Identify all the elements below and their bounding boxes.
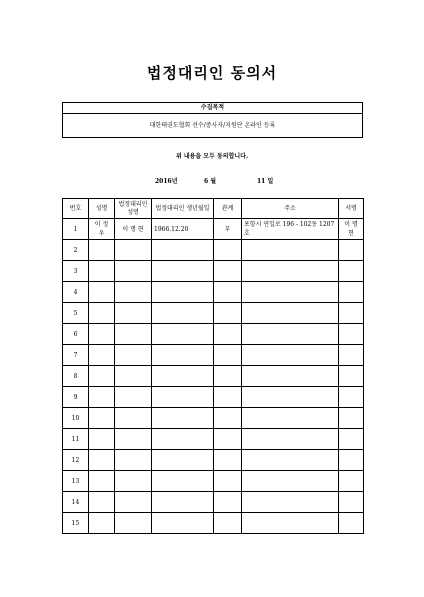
row-address (242, 261, 339, 282)
row-signature (339, 303, 364, 324)
row-guardian-birth (152, 492, 214, 513)
col-header-name: 성명 (89, 199, 115, 219)
row-number: 7 (63, 345, 89, 366)
row-signature (339, 429, 364, 450)
row-signature (339, 282, 364, 303)
row-number: 4 (63, 282, 89, 303)
row-address (242, 240, 339, 261)
table-row (63, 345, 364, 366)
row-name (89, 513, 115, 534)
row-name (89, 261, 115, 282)
purpose-text: 대한태권도협회 선수/중사자/지원단 온라인 등록 (149, 122, 276, 129)
row-guardian-name (115, 324, 152, 345)
row-guardian-name (115, 240, 152, 261)
row-guardian-name (115, 303, 152, 324)
row-guardian-birth (152, 471, 214, 492)
row-address (242, 429, 339, 450)
row-address (242, 303, 339, 324)
row-relation (214, 513, 242, 534)
row-name (89, 450, 115, 471)
row-number: 13 (63, 471, 89, 492)
row-number: 1 (63, 219, 89, 240)
row-relation (214, 282, 242, 303)
row-guardian-birth (152, 282, 214, 303)
row-guardian-birth (152, 408, 214, 429)
row-guardian-name (115, 513, 152, 534)
row-name (89, 492, 115, 513)
row-guardian-birth (152, 429, 214, 450)
row-signature (339, 513, 364, 534)
table-row (63, 450, 364, 471)
row-guardian-birth (152, 387, 214, 408)
row-relation (214, 366, 242, 387)
row-relation (214, 387, 242, 408)
col-header-guardian-birth: 법정대리인 생년월일 (152, 199, 214, 219)
row-relation (214, 261, 242, 282)
row-address (242, 492, 339, 513)
consent-statement: 위 내용을 모두 동의합니다. (175, 153, 249, 160)
document-title: 법정대리인 동의서 (146, 64, 278, 82)
row-name (89, 408, 115, 429)
row-address (242, 513, 339, 534)
table-row (63, 303, 364, 324)
row-name: 이 정 우 (89, 219, 115, 240)
row-guardian-name (115, 345, 152, 366)
row-guardian-birth (152, 303, 214, 324)
table-header-row (63, 199, 364, 219)
row-address (242, 345, 339, 366)
row-number: 3 (63, 261, 89, 282)
row-name (89, 282, 115, 303)
col-header-relation: 관계 (214, 199, 242, 219)
row-address (242, 450, 339, 471)
row-name (89, 429, 115, 450)
date-month: 6 월 (204, 178, 217, 185)
row-guardian-name (115, 408, 152, 429)
row-relation: 부 (214, 219, 242, 240)
row-guardian-birth (152, 324, 214, 345)
row-number: 14 (63, 492, 89, 513)
row-signature (339, 324, 364, 345)
table-row (63, 429, 364, 450)
date-day: 11 일 (257, 178, 274, 185)
row-signature (339, 408, 364, 429)
row-guardian-name (115, 450, 152, 471)
purpose-header: 수집목적 (63, 103, 362, 114)
row-guardian-name (115, 429, 152, 450)
row-number: 11 (63, 429, 89, 450)
row-signature (339, 471, 364, 492)
row-address: 포항시 연일로 196 - 102동 1207호 (242, 219, 339, 240)
row-guardian-birth: 1966.12.20 (152, 219, 214, 240)
row-guardian-name (115, 282, 152, 303)
row-number: 15 (63, 513, 89, 534)
row-number: 8 (63, 366, 89, 387)
row-name (89, 303, 115, 324)
row-number: 12 (63, 450, 89, 471)
row-address (242, 282, 339, 303)
row-guardian-birth (152, 261, 214, 282)
purpose-box (62, 102, 363, 138)
row-address (242, 471, 339, 492)
row-guardian-name: 이 명 현 (115, 219, 152, 240)
row-signature (339, 492, 364, 513)
date-year: 2016년 (155, 178, 178, 185)
row-address (242, 366, 339, 387)
row-guardian-birth (152, 450, 214, 471)
table-row (63, 282, 364, 303)
table-row (63, 471, 364, 492)
row-guardian-birth (152, 366, 214, 387)
table-row (63, 387, 364, 408)
row-guardian-name (115, 261, 152, 282)
row-relation (214, 429, 242, 450)
table-row (63, 324, 364, 345)
row-relation (214, 324, 242, 345)
row-signature (339, 345, 364, 366)
row-name (89, 240, 115, 261)
row-guardian-birth (152, 345, 214, 366)
row-signature (339, 366, 364, 387)
row-signature (339, 387, 364, 408)
table-row (63, 513, 364, 534)
row-name (89, 345, 115, 366)
row-guardian-birth (152, 240, 214, 261)
row-relation (214, 450, 242, 471)
row-address (242, 408, 339, 429)
row-number: 6 (63, 324, 89, 345)
table-row (63, 240, 364, 261)
row-guardian-name (115, 492, 152, 513)
row-relation (214, 240, 242, 261)
table-row (63, 492, 364, 513)
row-relation (214, 471, 242, 492)
row-relation (214, 303, 242, 324)
row-relation (214, 345, 242, 366)
col-header-address: 주소 (242, 199, 339, 219)
row-guardian-name (115, 387, 152, 408)
row-name (89, 387, 115, 408)
table-row (63, 408, 364, 429)
row-address (242, 324, 339, 345)
row-guardian-name (115, 366, 152, 387)
col-header-signature: 서명 (339, 199, 364, 219)
guardian-table (62, 198, 364, 534)
row-name (89, 324, 115, 345)
row-number: 10 (63, 408, 89, 429)
row-guardian-birth (152, 513, 214, 534)
table-row (63, 366, 364, 387)
row-number: 2 (63, 240, 89, 261)
row-signature (339, 240, 364, 261)
row-guardian-name (115, 471, 152, 492)
row-signature: 이 명 현 (339, 219, 364, 240)
col-header-guardian-name: 법정대리인 성명 (115, 199, 152, 219)
row-number: 9 (63, 387, 89, 408)
row-number: 5 (63, 303, 89, 324)
row-name (89, 471, 115, 492)
row-relation (214, 492, 242, 513)
row-relation (214, 408, 242, 429)
row-signature (339, 261, 364, 282)
row-address (242, 387, 339, 408)
table-row (63, 261, 364, 282)
row-name (89, 366, 115, 387)
row-signature (339, 450, 364, 471)
col-header-number: 번호 (63, 199, 89, 219)
table-row (63, 219, 364, 240)
